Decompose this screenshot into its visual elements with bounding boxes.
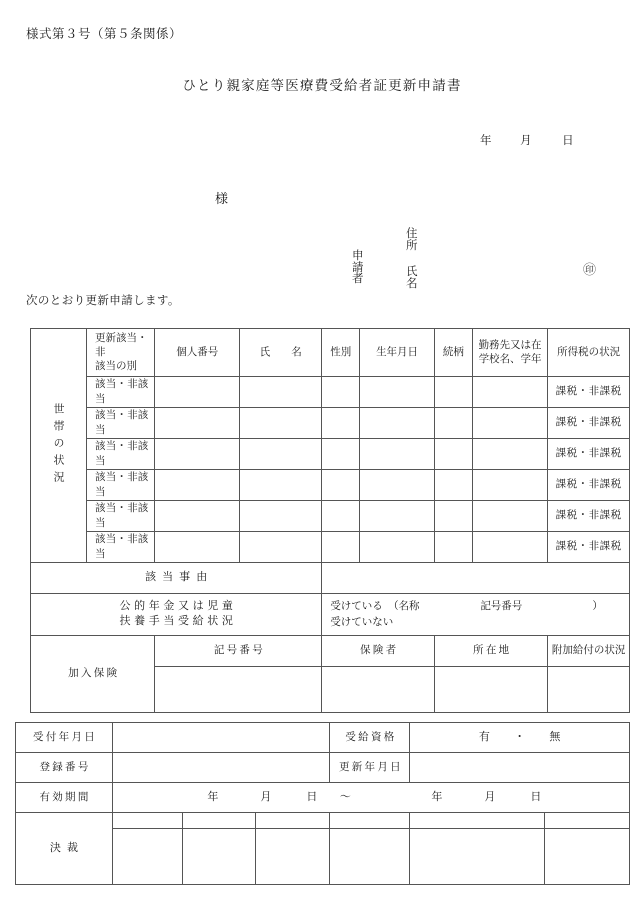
cell-applicability[interactable]: 該当・非該当 [87,531,155,562]
registration-no-label: 登録番号 [16,753,113,783]
cell-personal-number[interactable] [155,376,240,407]
cell-workplace[interactable] [472,438,547,469]
cell-tax-status[interactable]: 課税・非課税 [548,469,630,500]
receipt-date-value[interactable] [112,723,330,753]
insurance-header-symbol-number: 記号番号 [155,635,322,666]
header-gender: 性別 [322,329,360,377]
cell-relation[interactable] [434,407,472,438]
cell-birthdate[interactable] [360,500,435,531]
period-to-year: 年 [431,790,443,804]
pension-option-not-receiving[interactable]: 受けていない [330,616,394,629]
intro-text: 次のとおり更新申請します。 [26,293,180,307]
cell-relation[interactable] [434,500,472,531]
pension-name-label: （名称 [393,599,420,612]
pension-paren-close: ） [592,599,603,612]
date-day-label: 日 [562,133,575,147]
valid-period-row [16,783,630,813]
cell-birthdate[interactable] [360,438,435,469]
header-name: 氏 名 [240,329,322,377]
applicant-name-label: 氏名 [406,264,418,290]
cell-personal-number[interactable] [155,407,240,438]
approval-cell[interactable] [112,813,182,829]
insurance-value-symbol-number[interactable] [155,666,322,712]
table-row [31,438,630,469]
approval-cell[interactable] [410,829,545,885]
cell-workplace[interactable] [472,407,547,438]
cell-name[interactable] [240,438,322,469]
cell-applicability[interactable]: 該当・非該当 [87,500,155,531]
cell-tax-status[interactable]: 課税・非課税 [548,438,630,469]
approval-cell[interactable] [545,829,630,885]
approval-cell[interactable] [255,829,330,885]
approval-top-row [16,813,630,829]
insurance-value-extra-benefit[interactable] [548,666,630,712]
approval-cell[interactable] [330,829,410,885]
cell-gender[interactable] [322,500,360,531]
cell-tax-status[interactable]: 課税・非課税 [548,376,630,407]
cell-tax-status[interactable]: 課税・非課税 [548,531,630,562]
pension-symbol-number-label: 記号番号 [480,599,523,612]
pension-row [31,593,630,635]
cell-name[interactable] [240,531,322,562]
insurance-value-insurer[interactable] [322,666,435,712]
valid-period-value[interactable] [112,783,629,813]
seal-icon: ㊞ [583,263,597,278]
approval-cell[interactable] [410,813,545,829]
pension-option-receiving-line[interactable] [330,598,629,614]
table-row [31,376,630,407]
registration-no-row [16,753,630,783]
insurance-header-row [31,635,630,666]
applicant-address-label: 住所 [406,226,418,252]
reason-row [31,562,630,593]
date-month-label: 月 [520,133,532,147]
cell-relation[interactable] [434,531,472,562]
form-number: 様式第３号（第５条関係） [26,26,183,41]
renewal-date-value[interactable] [410,753,630,783]
insurance-label: 加入保険 [31,635,155,712]
cell-personal-number[interactable] [155,438,240,469]
insurance-header-insurer: 保険者 [322,635,435,666]
pension-label-line1: 公的年金又は児童 [119,599,237,613]
insurance-header-location: 所在地 [434,635,547,666]
registration-no-value[interactable] [112,753,330,783]
valid-period-label: 有効期間 [16,783,113,813]
header-income-tax-status: 所得税の状況 [548,329,630,377]
office-use-table [15,722,630,885]
header-renewal-line2: 該当の別 [95,360,137,373]
cell-gender[interactable] [322,376,360,407]
pension-option-receiving[interactable] [330,598,480,614]
household-side-label: 世帯の状況 [31,329,87,563]
cell-gender[interactable] [322,469,360,500]
renewal-date-label: 更新年月日 [330,753,410,783]
cell-gender[interactable] [322,531,360,562]
cell-birthdate[interactable] [360,407,435,438]
cell-name[interactable] [240,500,322,531]
pension-label [31,593,322,635]
reason-label: 該当事由 [31,562,322,593]
insurance-value-location[interactable] [434,666,547,712]
period-tilde: ～ [339,790,352,804]
cell-workplace[interactable] [472,469,547,500]
cell-name[interactable] [240,469,322,500]
period-from-day: 日 [306,790,318,804]
household-header-row [31,329,630,377]
cell-applicability[interactable]: 該当・非該当 [87,376,155,407]
header-work-line1: 勤務先又は在 [478,339,542,352]
applicant-label: 申請者 [352,248,364,285]
cell-personal-number[interactable] [155,500,240,531]
cell-name[interactable] [240,376,322,407]
header-renewal-applicability [87,329,155,377]
cell-relation[interactable] [434,438,472,469]
cell-birthdate[interactable] [360,531,435,562]
header-personal-number: 個人番号 [155,329,240,377]
receipt-date-row [16,723,630,753]
period-to-month: 月 [484,790,496,804]
addressee-suffix: 様 [215,192,229,207]
date-year-label: 年 [480,133,492,147]
household-table [30,328,630,713]
date-line [480,132,574,148]
pension-receiving-text: 受けている [330,599,383,612]
cell-tax-status[interactable]: 課税・非課税 [548,500,630,531]
cell-applicability[interactable]: 該当・非該当 [87,469,155,500]
table-row [31,500,630,531]
cell-birthdate[interactable] [360,376,435,407]
cell-birthdate[interactable] [360,469,435,500]
cell-name[interactable] [240,407,322,438]
period-to-day: 日 [530,790,542,804]
approval-cell[interactable] [255,813,330,829]
pension-value[interactable] [322,593,630,635]
period-from-year: 年 [207,790,219,804]
table-row [31,469,630,500]
insurance-header-extra-benefit: 附加給付の状況 [548,635,630,666]
cell-gender[interactable] [322,407,360,438]
header-renewal-line1: 更新該当・非 [95,332,148,359]
cell-relation[interactable] [434,469,472,500]
cell-gender[interactable] [322,438,360,469]
header-work-line2: 学校名、学年 [478,353,542,366]
header-relation: 続柄 [434,329,472,377]
header-workplace-school [472,329,547,377]
approval-cell[interactable] [182,829,255,885]
approval-label: 決裁 [16,813,113,885]
cell-tax-status[interactable]: 課税・非課税 [548,407,630,438]
table-row [31,407,630,438]
approval-cell[interactable] [330,813,410,829]
receipt-date-label: 受付年月日 [16,723,113,753]
cell-personal-number[interactable] [155,531,240,562]
approval-cell[interactable] [182,813,255,829]
cell-personal-number[interactable] [155,469,240,500]
table-row [31,531,630,562]
cell-workplace[interactable] [472,500,547,531]
cell-applicability[interactable]: 該当・非該当 [87,407,155,438]
approval-cell[interactable] [545,813,630,829]
cell-workplace[interactable] [472,376,547,407]
cell-applicability[interactable]: 該当・非該当 [87,438,155,469]
approval-cell[interactable] [112,829,182,885]
cell-workplace[interactable] [472,531,547,562]
eligibility-label: 受給資格 [330,723,410,753]
header-birthdate: 生年月日 [360,329,435,377]
page-title: ひとり親家庭等医療費受給者証更新申請書 [182,78,462,94]
eligibility-value[interactable]: 有 ・ 無 [410,723,630,753]
period-from-month: 月 [260,790,272,804]
pension-label-line2: 扶養手当受給状況 [119,614,237,628]
cell-relation[interactable] [434,376,472,407]
reason-value[interactable] [322,562,630,593]
